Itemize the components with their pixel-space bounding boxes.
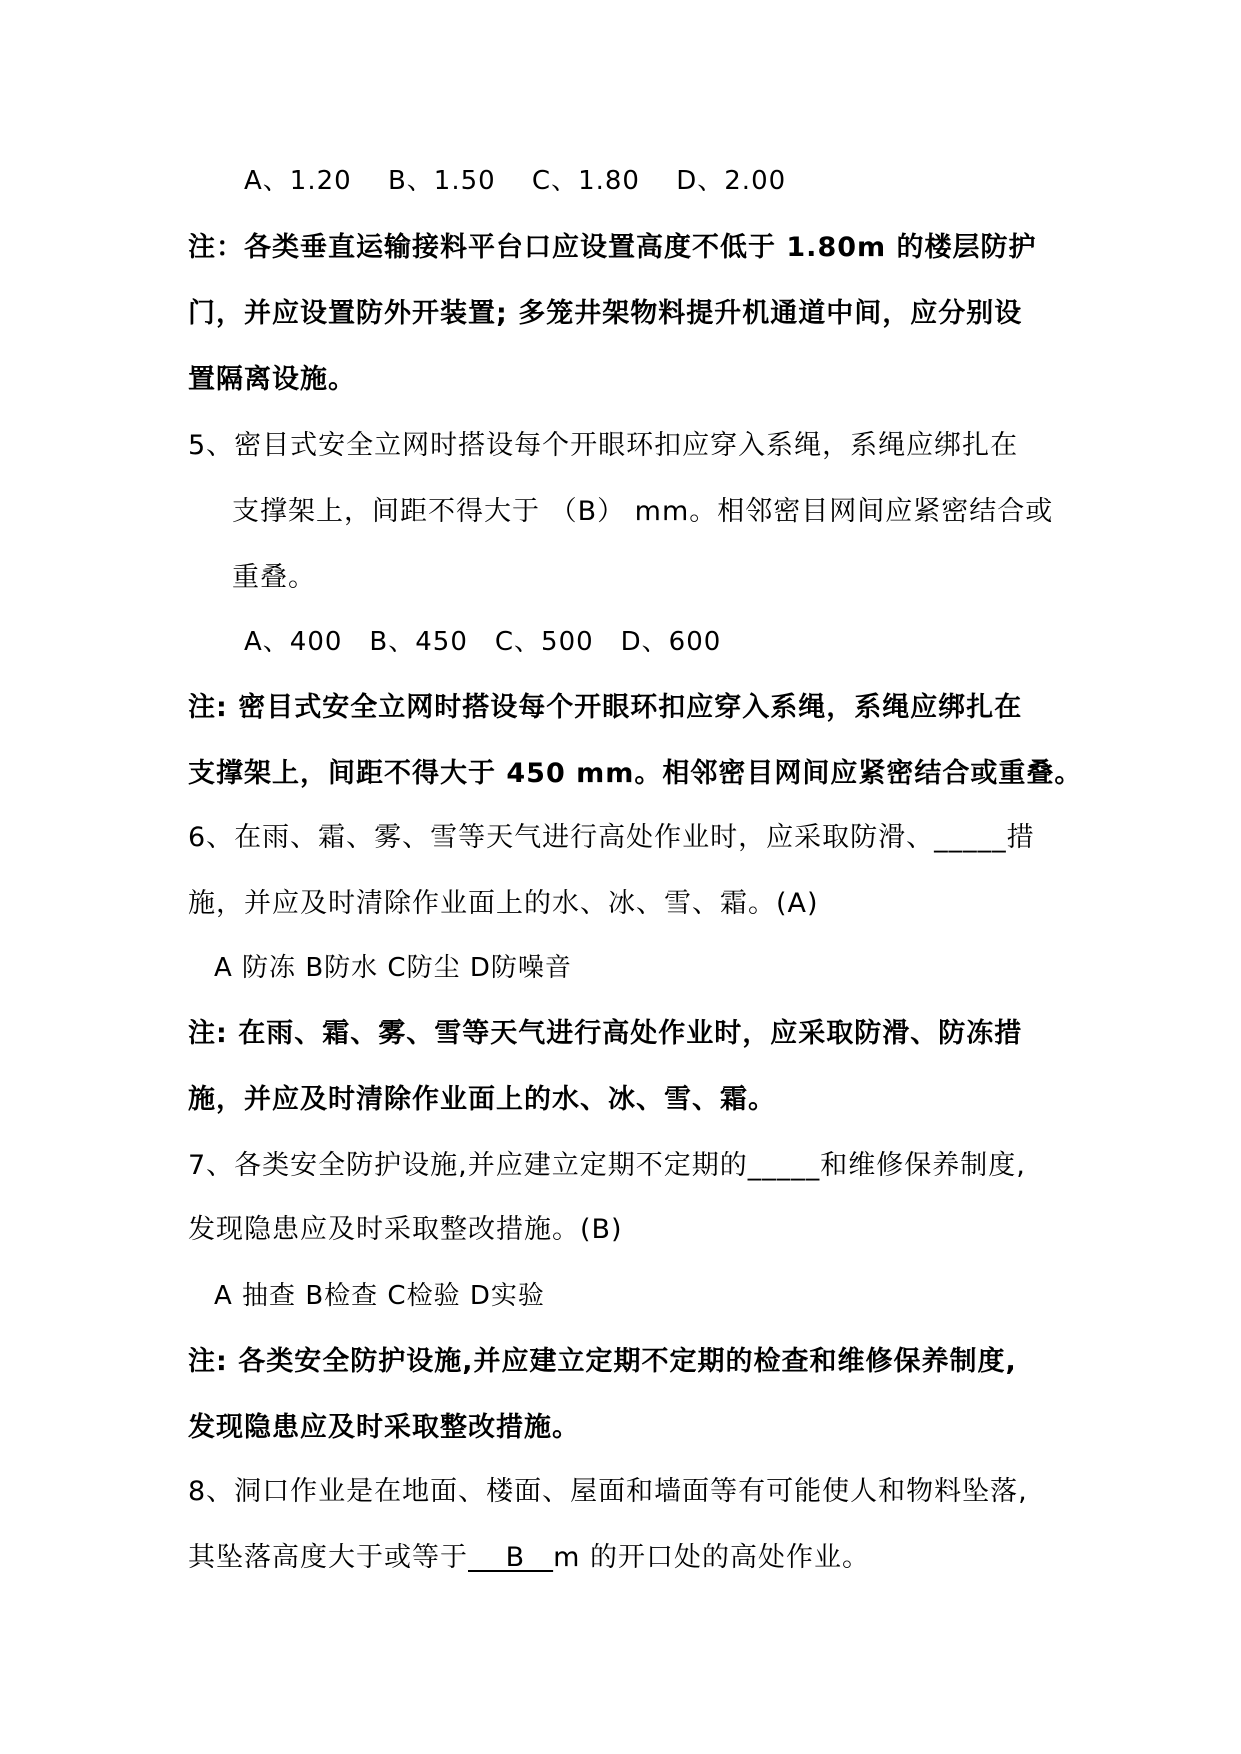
q8-answer-blank: B (468, 1542, 554, 1573)
q6-note-line-2: 施，并应及时清除作业面上的水、冰、雪、霜。 (188, 1084, 776, 1115)
q5-note-line-1: 注: 密目式安全立网时搭设每个开眼环扣应穿入系绳，系绳应绑扎在 (188, 692, 1023, 723)
q5-note-line-2: 支撑架上，间距不得大于 450 mm。相邻密目网间应紧密结合或重叠。 (188, 758, 1083, 789)
q6-line-1: 6、在雨、霜、雾、雪等天气进行高处作业时，应采取防滑、_____措 (188, 822, 1035, 853)
q6-note-line-1: 注: 在雨、霜、雾、雪等天气进行高处作业时，应采取防滑、防冻措 (188, 1018, 1023, 1049)
q7-line-1: 7、各类安全防护设施,并应建立定期不定期的_____和维修保养制度, (188, 1150, 1026, 1181)
q4-note-line-1: 注：各类垂直运输接料平台口应设置高度不低于 1.80m 的楼层防护 (188, 232, 1037, 263)
q7-note-line-2: 发现隐患应及时采取整改措施。 (188, 1412, 580, 1443)
q6-line-2: 施，并应及时清除作业面上的水、冰、雪、霜。(A) (188, 888, 819, 919)
q8-line-2 (188, 1540, 870, 1576)
q8-line-2-after: m 的开口处的高处作业。 (553, 1542, 870, 1573)
q4-note-line-3: 置隔离设施。 (188, 364, 356, 395)
q5-line-2: 支撑架上，间距不得大于 （B） mm。相邻密目网间应紧密结合或 (232, 496, 1054, 527)
q5-options: A、400 B、450 C、500 D、600 (244, 627, 722, 657)
q4-note-line-2: 门，并应设置防外开装置; 多笼井架物料提升机通道中间，应分别设 (188, 298, 1023, 329)
q4-options: A、1.20 B、1.50 C、1.80 D、2.00 (244, 166, 787, 196)
q8-line-1: 8、洞口作业是在地面、楼面、屋面和墙面等有可能使人和物料坠落, (188, 1476, 1028, 1507)
q5-line-1: 5、密目式安全立网时搭设每个开眼环扣应穿入系绳，系绳应绑扎在 (188, 430, 1019, 461)
q7-options: A 抽查 B检查 C检验 D实验 (214, 1281, 545, 1311)
q7-line-2: 发现隐患应及时采取整改措施。(B) (188, 1214, 623, 1245)
q6-options: A 防冻 B防水 C防尘 D防噪音 (214, 953, 572, 983)
q7-note-line-1: 注: 各类安全防护设施,并应建立定期不定期的检查和维修保养制度, (188, 1346, 1017, 1377)
q5-line-3: 重叠。 (232, 562, 316, 593)
q8-line-2-before: 其坠落高度大于或等于 (188, 1542, 468, 1573)
